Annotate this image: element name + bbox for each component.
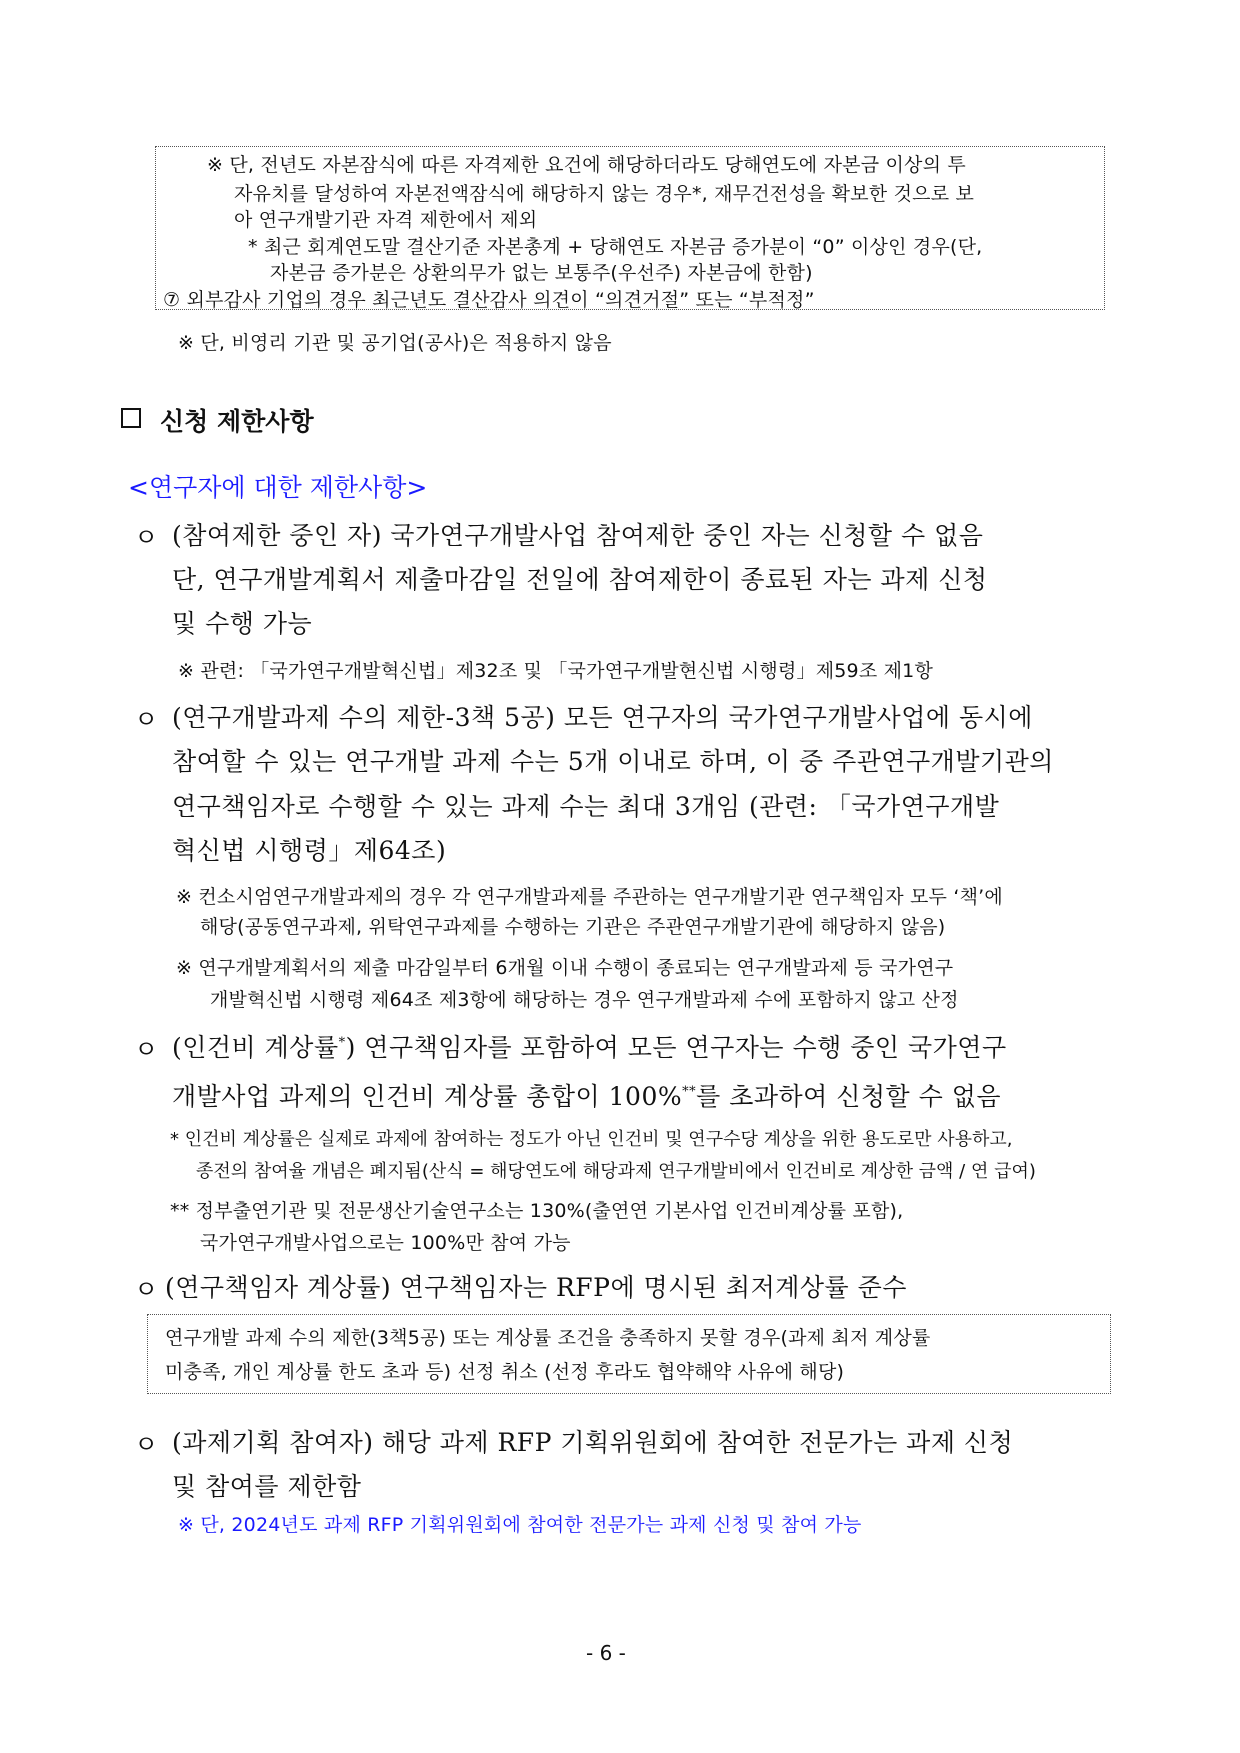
item-line xyxy=(172,1077,1001,1113)
item-note: ** 정부출연기관 및 전문생산기술연구소는 130%(출연연 기본사업 인건비계상률 포함), xyxy=(170,1200,904,1222)
notice-line: 자유치를 달성하여 자본전액잠식에 해당하지 않는 경우*, 재무건전성을 확보한 것으로 보 xyxy=(234,183,975,205)
subsection-title: <연구자에 대한 제한사항> xyxy=(128,473,428,502)
bullet: ㅇ xyxy=(134,1430,159,1459)
notice-line: ※ 단, 전년도 자본잠식에 따른 자격제한 요건에 해당하더라도 당해연도에 자본금 이상의 투 xyxy=(207,154,966,176)
item-line: 및 수행 가능 xyxy=(172,609,313,638)
item-text: 개발사업 과제의 인건비 계상률 총합이 100% xyxy=(172,1082,683,1111)
item-note: * 인건비 계상률은 실제로 과제에 참여하는 정도가 아닌 인건비 및 연구수당 계상을 위한 용도로만 사용하고, xyxy=(170,1129,1013,1150)
item-line: 단, 연구개발계획서 제출마감일 전일에 참여제한이 종료된 자는 과제 신청 xyxy=(172,565,988,594)
item-line: 참여할 수 있는 연구개발 과제 수는 5개 이내로 하며, 이 중 주관연구개발기관의 xyxy=(172,747,1054,776)
item-note: 국가연구개발사업으로는 100%만 참여 가능 xyxy=(200,1232,571,1254)
item-note: ※ 관련: 「국가연구개발혁신법」제32조 및 「국가연구개발현신법 시행령」제59조 제1항 xyxy=(178,660,934,682)
notice-line: 아 연구개발기관 자격 제한에서 제외 xyxy=(234,209,538,231)
notice-line: * 최근 회계연도말 결산기준 자본총계 + 당해연도 자본금 증가분이 “0” 이상인 경우(단, xyxy=(248,236,983,258)
page-number: - 6 - xyxy=(586,1641,626,1665)
item-note: 개발혁신법 시행령 제64조 제3항에 해당하는 경우 연구개발과제 수에 포함하지 않고 산정 xyxy=(210,989,959,1011)
section-checkbox-icon xyxy=(121,408,141,428)
notice-line: 연구개발 과제 수의 제한(3책5공) 또는 계상률 조건을 충족하지 못할 경우(과제 최저 계상률 xyxy=(165,1327,931,1349)
item-line: 연구책임자로 수행할 수 있는 과제 수는 최대 3개임 (관련: 「국가연구개발 xyxy=(172,792,1000,821)
item-labor-cost-rate xyxy=(172,1028,1007,1064)
footnote-mark: ** xyxy=(682,1084,697,1100)
bullet: ㅇ xyxy=(134,1275,159,1304)
section-title: 신청 제한사항 xyxy=(160,407,314,436)
nonprofit-note: ※ 단, 비영리 기관 및 공기업(공사)은 적용하지 않음 xyxy=(178,332,612,354)
item-project-count-limit: (연구개발과제 수의 제한-3책 5공) 모든 연구자의 국가연구개발사업에 동시에 xyxy=(172,703,1033,732)
item-note-exception: ※ 단, 2024년도 과제 RFP 기획위원회에 참여한 전문가는 과제 신청 및 참여 가능 xyxy=(178,1514,862,1536)
footnote-mark: * xyxy=(338,1035,346,1051)
item-note: 해당(공동연구과제, 위탁연구과제를 수행하는 기관은 주관연구개발기관에 해당하지 않음) xyxy=(200,916,946,938)
item-participation-restriction: (참여제한 중인 자) 국가연구개발사업 참여제한 중인 자는 신청할 수 없음 xyxy=(172,521,984,550)
notice-line: 미충족, 개인 계상률 한도 초과 등) 선정 취소 (선정 후라도 협약해약 사유에 해당) xyxy=(165,1361,845,1383)
item-note: ※ 컨소시엄연구개발과제의 경우 각 연구개발과제를 주관하는 연구개발기관 연구책임자 모두 ‘책’에 xyxy=(176,886,1003,908)
bullet: ㅇ xyxy=(134,1035,159,1064)
item-text: (인건비 계상률 xyxy=(172,1033,339,1062)
item-line: 및 참여를 제한함 xyxy=(172,1472,362,1501)
item-note: ※ 연구개발계획서의 제출 마감일부터 6개월 이내 수행이 종료되는 연구개발과제 등 국가연구 xyxy=(176,957,954,979)
item-planning-participant: (과제기획 참여자) 해당 과제 RFP 기획위원회에 참여한 전문가는 과제 신청 xyxy=(172,1428,1014,1457)
item-text: ) 연구책임자를 포함하여 모든 연구자는 수행 중인 국가연구 xyxy=(345,1033,1007,1062)
item-line: 혁신법 시행령」제64조) xyxy=(172,836,447,865)
item-pi-rate: (연구책임자 계상률) 연구책임자는 RFP에 명시된 최저계상률 준수 xyxy=(165,1273,907,1302)
bullet: ㅇ xyxy=(134,523,159,552)
bullet: ㅇ xyxy=(134,705,159,734)
item-text: 를 초과하여 신청할 수 없음 xyxy=(696,1082,1002,1111)
item-note: 종전의 참여율 개념은 폐지됨(산식 = 해당연도에 해당과제 연구개발비에서 인건비로 계상한 금액 / 연 급여) xyxy=(196,1161,1036,1182)
notice-line: ⑦ 외부감사 기업의 경우 최근년도 결산감사 의견이 “의견거절” 또는 “부적정” xyxy=(163,289,815,311)
notice-line: 자본금 증가분은 상환의무가 없는 보통주(우선주) 자본금에 한함) xyxy=(270,262,813,284)
